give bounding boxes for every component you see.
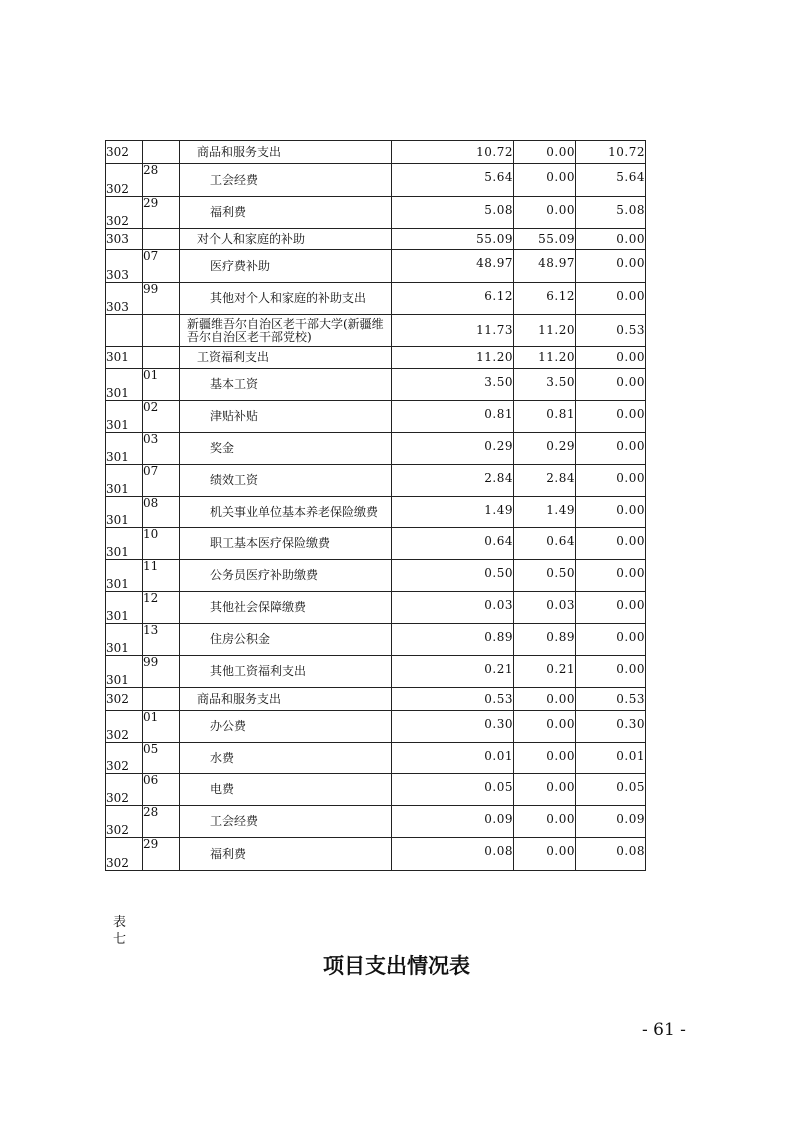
class-code-cell: 301	[106, 656, 143, 688]
item-name-cell: 商品和服务支出	[180, 141, 392, 164]
budget-table	[105, 140, 646, 871]
basic-expense-cell: 6.12	[514, 283, 576, 315]
project-expense-cell: 0.08	[576, 838, 646, 871]
class-code-cell	[106, 315, 143, 347]
project-expense-cell: 0.00	[576, 497, 646, 528]
total-cell: 5.64	[392, 164, 514, 197]
table-row	[106, 743, 646, 774]
item-code-cell: 03	[143, 433, 180, 465]
table-row	[106, 347, 646, 369]
project-expense-cell: 0.05	[576, 774, 646, 806]
table-row	[106, 283, 646, 315]
table-row	[106, 250, 646, 283]
basic-expense-cell: 0.00	[514, 711, 576, 743]
item-code-cell: 28	[143, 164, 180, 197]
total-cell: 55.09	[392, 229, 514, 250]
class-code-cell: 301	[106, 465, 143, 497]
item-name-cell: 机关事业单位基本养老保险缴费	[180, 497, 392, 528]
project-expense-cell: 0.00	[576, 465, 646, 497]
table-label: 表七	[113, 915, 127, 947]
class-code-cell: 302	[106, 774, 143, 806]
table-row	[106, 592, 646, 624]
project-expense-cell: 0.09	[576, 806, 646, 838]
item-name-cell: 绩效工资	[180, 465, 392, 497]
item-name-cell: 其他对个人和家庭的补助支出	[180, 283, 392, 315]
class-code-cell: 303	[106, 283, 143, 315]
total-cell: 0.01	[392, 743, 514, 774]
project-expense-cell: 0.00	[576, 229, 646, 250]
item-name-cell: 工会经费	[180, 164, 392, 197]
basic-expense-cell: 0.21	[514, 656, 576, 688]
project-expense-cell: 0.00	[576, 347, 646, 369]
item-code-cell: 07	[143, 465, 180, 497]
basic-expense-cell: 0.00	[514, 774, 576, 806]
total-cell: 0.53	[392, 688, 514, 711]
table-row	[106, 624, 646, 656]
item-name-cell: 办公费	[180, 711, 392, 743]
basic-expense-cell: 0.00	[514, 688, 576, 711]
basic-expense-cell: 0.89	[514, 624, 576, 656]
class-code-cell: 302	[106, 838, 143, 871]
table-row	[106, 433, 646, 465]
total-cell: 48.97	[392, 250, 514, 283]
page-title: 项目支出情况表	[323, 954, 470, 978]
item-code-cell: 02	[143, 401, 180, 433]
basic-expense-cell: 0.81	[514, 401, 576, 433]
total-cell: 0.05	[392, 774, 514, 806]
total-cell: 6.12	[392, 283, 514, 315]
item-code-cell	[143, 688, 180, 711]
class-code-cell: 301	[106, 347, 143, 369]
total-cell: 0.09	[392, 806, 514, 838]
basic-expense-cell: 11.20	[514, 347, 576, 369]
class-code-cell: 303	[106, 229, 143, 250]
item-code-cell: 29	[143, 197, 180, 229]
item-code-cell: 28	[143, 806, 180, 838]
class-code-cell: 301	[106, 401, 143, 433]
table-row	[106, 141, 646, 164]
class-code-cell: 301	[106, 528, 143, 560]
class-code-cell: 302	[106, 164, 143, 197]
item-name-cell: 基本工资	[180, 369, 392, 401]
class-code-cell: 302	[106, 711, 143, 743]
basic-expense-cell: 0.00	[514, 164, 576, 197]
basic-expense-cell: 0.00	[514, 197, 576, 229]
item-name-cell: 工会经费	[180, 806, 392, 838]
total-cell: 0.64	[392, 528, 514, 560]
item-code-cell: 07	[143, 250, 180, 283]
class-code-cell: 301	[106, 433, 143, 465]
item-name-cell: 福利费	[180, 197, 392, 229]
project-expense-cell: 0.00	[576, 369, 646, 401]
item-name-cell: 住房公积金	[180, 624, 392, 656]
project-expense-cell: 0.53	[576, 315, 646, 347]
item-name-cell: 电费	[180, 774, 392, 806]
total-cell: 1.49	[392, 497, 514, 528]
class-code-cell: 302	[106, 806, 143, 838]
item-code-cell: 06	[143, 774, 180, 806]
total-cell: 0.50	[392, 560, 514, 592]
project-expense-cell: 0.01	[576, 743, 646, 774]
item-code-cell: 12	[143, 592, 180, 624]
project-expense-cell: 0.00	[576, 401, 646, 433]
table-row	[106, 774, 646, 806]
basic-expense-cell: 0.00	[514, 838, 576, 871]
basic-expense-cell: 11.20	[514, 315, 576, 347]
item-name-cell: 奖金	[180, 433, 392, 465]
item-name-cell: 新疆维吾尔自治区老干部大学(新疆维吾尔自治区老干部党校)	[180, 315, 392, 347]
class-code-cell: 301	[106, 369, 143, 401]
class-code-cell: 301	[106, 497, 143, 528]
table-row	[106, 369, 646, 401]
table-row	[106, 229, 646, 250]
total-cell: 0.30	[392, 711, 514, 743]
project-expense-cell: 0.00	[576, 283, 646, 315]
item-code-cell	[143, 229, 180, 250]
basic-expense-cell: 0.64	[514, 528, 576, 560]
total-cell: 0.03	[392, 592, 514, 624]
total-cell: 11.73	[392, 315, 514, 347]
total-cell: 0.08	[392, 838, 514, 871]
class-code-cell: 302	[106, 743, 143, 774]
class-code-cell: 301	[106, 624, 143, 656]
item-name-cell: 对个人和家庭的补助	[180, 229, 392, 250]
item-code-cell	[143, 141, 180, 164]
item-code-cell: 05	[143, 743, 180, 774]
total-cell: 3.50	[392, 369, 514, 401]
project-expense-cell: 0.00	[576, 433, 646, 465]
basic-expense-cell: 3.50	[514, 369, 576, 401]
total-cell: 5.08	[392, 197, 514, 229]
basic-expense-cell: 2.84	[514, 465, 576, 497]
total-cell: 10.72	[392, 141, 514, 164]
table-row	[106, 528, 646, 560]
table-row	[106, 197, 646, 229]
item-name-cell: 医疗费补助	[180, 250, 392, 283]
table-row	[106, 465, 646, 497]
table-row	[106, 711, 646, 743]
basic-expense-cell: 0.03	[514, 592, 576, 624]
total-cell: 0.81	[392, 401, 514, 433]
basic-expense-cell: 48.97	[514, 250, 576, 283]
project-expense-cell: 0.00	[576, 560, 646, 592]
item-code-cell: 10	[143, 528, 180, 560]
item-name-cell: 水费	[180, 743, 392, 774]
table-row	[106, 497, 646, 528]
project-expense-cell: 0.00	[576, 528, 646, 560]
project-expense-cell: 0.00	[576, 592, 646, 624]
item-name-cell: 职工基本医疗保险缴费	[180, 528, 392, 560]
project-expense-cell: 0.00	[576, 250, 646, 283]
item-name-cell: 其他工资福利支出	[180, 656, 392, 688]
class-code-cell: 302	[106, 141, 143, 164]
item-code-cell: 01	[143, 369, 180, 401]
item-name-cell: 公务员医疗补助缴费	[180, 560, 392, 592]
table-row	[106, 656, 646, 688]
item-name-cell: 福利费	[180, 838, 392, 871]
table-row	[106, 315, 646, 347]
total-cell: 0.29	[392, 433, 514, 465]
class-code-cell: 303	[106, 250, 143, 283]
project-expense-cell: 0.53	[576, 688, 646, 711]
total-cell: 2.84	[392, 465, 514, 497]
table-row	[106, 838, 646, 871]
class-code-cell: 301	[106, 592, 143, 624]
project-expense-cell: 0.00	[576, 656, 646, 688]
basic-expense-cell: 0.29	[514, 433, 576, 465]
total-cell: 0.21	[392, 656, 514, 688]
project-expense-cell: 5.64	[576, 164, 646, 197]
item-code-cell: 11	[143, 560, 180, 592]
basic-expense-cell: 0.00	[514, 141, 576, 164]
item-name-cell: 津贴补贴	[180, 401, 392, 433]
total-cell: 11.20	[392, 347, 514, 369]
item-code-cell: 08	[143, 497, 180, 528]
basic-expense-cell: 0.00	[514, 743, 576, 774]
basic-expense-cell: 55.09	[514, 229, 576, 250]
basic-expense-cell: 1.49	[514, 497, 576, 528]
item-code-cell: 29	[143, 838, 180, 871]
basic-expense-cell: 0.50	[514, 560, 576, 592]
item-name-cell: 其他社会保障缴费	[180, 592, 392, 624]
item-code-cell: 13	[143, 624, 180, 656]
table-row	[106, 560, 646, 592]
table-body	[106, 141, 646, 871]
table-row	[106, 164, 646, 197]
class-code-cell: 302	[106, 197, 143, 229]
item-code-cell: 99	[143, 656, 180, 688]
class-code-cell: 302	[106, 688, 143, 711]
item-code-cell	[143, 347, 180, 369]
basic-expense-cell: 0.00	[514, 806, 576, 838]
page-number: - 61 -	[642, 1020, 686, 1040]
class-code-cell: 301	[106, 560, 143, 592]
item-code-cell: 99	[143, 283, 180, 315]
item-code-cell	[143, 315, 180, 347]
table-row	[106, 688, 646, 711]
table-row	[106, 806, 646, 838]
item-code-cell: 01	[143, 711, 180, 743]
project-expense-cell: 0.00	[576, 624, 646, 656]
item-name-cell: 工资福利支出	[180, 347, 392, 369]
item-name-cell: 商品和服务支出	[180, 688, 392, 711]
project-expense-cell: 10.72	[576, 141, 646, 164]
project-expense-cell: 0.30	[576, 711, 646, 743]
table-row	[106, 401, 646, 433]
project-expense-cell: 5.08	[576, 197, 646, 229]
total-cell: 0.89	[392, 624, 514, 656]
